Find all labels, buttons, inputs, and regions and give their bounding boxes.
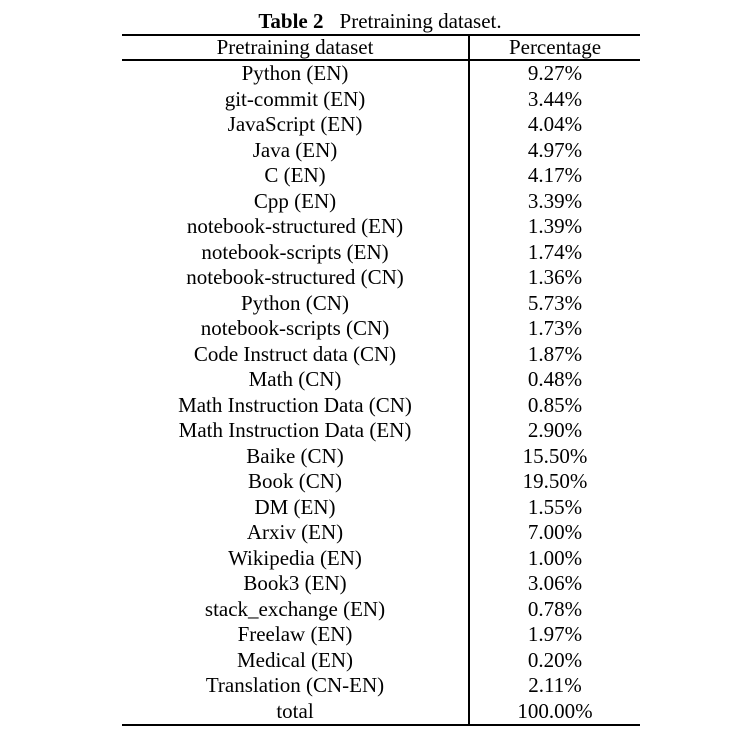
percentage-cell: 1.00% bbox=[527, 545, 583, 570]
table-row bbox=[122, 214, 640, 240]
percentage-cell: 5.73% bbox=[527, 290, 583, 315]
percentage-cell: 1.74% bbox=[527, 239, 583, 264]
table-row bbox=[122, 138, 640, 164]
dataset-cell: Python (EN) bbox=[122, 60, 469, 87]
dataset-cell: notebook-structured (CN) bbox=[122, 265, 469, 291]
dataset-cell: JavaScript (EN) bbox=[122, 112, 469, 138]
table-row bbox=[122, 87, 640, 113]
dataset-cell: Baike (CN) bbox=[122, 444, 469, 470]
dataset-cell: notebook-structured (EN) bbox=[122, 214, 469, 240]
table-head bbox=[122, 35, 640, 60]
dataset-cell: Cpp (EN) bbox=[122, 189, 469, 215]
percentage-cell: 1.97% bbox=[527, 622, 583, 646]
table-row bbox=[122, 367, 640, 393]
table-body bbox=[122, 60, 640, 725]
percentage-cell: 4.17% bbox=[527, 163, 583, 187]
table-row bbox=[122, 418, 640, 444]
percentage-cell: 4.04% bbox=[527, 112, 583, 136]
percentage-cell: 3.06% bbox=[527, 571, 583, 595]
percentage-cell: 100.00% bbox=[517, 698, 593, 723]
dataset-cell: stack_exchange (EN) bbox=[122, 597, 469, 623]
dataset-cell: total bbox=[122, 699, 469, 726]
percentage-cell: 19.50% bbox=[522, 469, 588, 493]
dataset-cell: Java (EN) bbox=[122, 138, 469, 164]
table-row bbox=[122, 444, 640, 470]
dataset-cell: Freelaw (EN) bbox=[122, 622, 469, 648]
dataset-cell: git-commit (EN) bbox=[122, 87, 469, 113]
percentage-cell: 0.78% bbox=[527, 596, 583, 621]
table-row bbox=[122, 112, 640, 138]
percentage-cell: 1.87% bbox=[527, 341, 583, 366]
table-row bbox=[122, 393, 640, 419]
header-dataset: Pretraining dataset bbox=[122, 35, 469, 60]
table-row bbox=[122, 163, 640, 189]
table-row bbox=[122, 495, 640, 521]
table-row bbox=[122, 291, 640, 317]
percentage-cell: 1.36% bbox=[527, 265, 583, 289]
dataset-cell: Book3 (EN) bbox=[122, 571, 469, 597]
table-row bbox=[122, 597, 640, 623]
table-caption-text: Pretraining dataset. bbox=[339, 9, 502, 33]
dataset-cell: Arxiv (EN) bbox=[122, 520, 469, 546]
table-row bbox=[122, 60, 640, 87]
percentage-cell: 7.00% bbox=[527, 520, 583, 544]
table-row bbox=[122, 648, 640, 674]
dataset-cell: Wikipedia (EN) bbox=[122, 546, 469, 572]
table-row bbox=[122, 571, 640, 597]
dataset-cell: Math (CN) bbox=[122, 367, 469, 393]
percentage-cell: 0.85% bbox=[527, 392, 583, 417]
table-row bbox=[122, 265, 640, 291]
table-row bbox=[122, 622, 640, 648]
percentage-cell: 2.11% bbox=[528, 673, 582, 697]
dataset-cell: Python (CN) bbox=[122, 291, 469, 317]
percentage-cell: 1.55% bbox=[527, 494, 583, 519]
dataset-cell: Code Instruct data (CN) bbox=[122, 342, 469, 368]
dataset-cell: DM (EN) bbox=[122, 495, 469, 521]
dataset-cell: Math Instruction Data (EN) bbox=[122, 418, 469, 444]
table-row bbox=[122, 469, 640, 495]
table-row bbox=[122, 240, 640, 266]
percentage-cell: 0.48% bbox=[527, 367, 583, 391]
table-row bbox=[122, 342, 640, 368]
table-row bbox=[122, 673, 640, 699]
dataset-cell: notebook-scripts (EN) bbox=[122, 240, 469, 266]
percentage-cell: 4.97% bbox=[527, 137, 583, 162]
dataset-cell: C (EN) bbox=[122, 163, 469, 189]
table-row bbox=[122, 546, 640, 572]
dataset-cell: Medical (EN) bbox=[122, 648, 469, 674]
percentage-cell: 9.27% bbox=[527, 61, 583, 85]
table-caption-label: Table 2 bbox=[258, 9, 324, 33]
percentage-cell: 2.90% bbox=[527, 418, 583, 442]
percentage-cell: 15.50% bbox=[522, 443, 588, 468]
dataset-cell: notebook-scripts (CN) bbox=[122, 316, 469, 342]
dataset-cell: Book (CN) bbox=[122, 469, 469, 495]
percentage-cell: 3.44% bbox=[527, 86, 583, 111]
table-row bbox=[122, 316, 640, 342]
percentage-cell: 0.20% bbox=[527, 647, 583, 672]
table-row bbox=[122, 699, 640, 726]
header-percentage: Percentage bbox=[469, 35, 640, 60]
table-row bbox=[122, 189, 640, 215]
dataset-cell: Translation (CN-EN) bbox=[122, 673, 469, 699]
table-row bbox=[122, 520, 640, 546]
percentage-cell: 1.73% bbox=[527, 316, 583, 340]
header-row bbox=[122, 35, 640, 60]
dataset-cell: Math Instruction Data (CN) bbox=[122, 393, 469, 419]
pretraining-table bbox=[122, 34, 640, 726]
percentage-cell: 1.39% bbox=[527, 214, 583, 238]
percentage-cell: 3.39% bbox=[527, 188, 583, 213]
table-caption bbox=[122, 9, 638, 33]
